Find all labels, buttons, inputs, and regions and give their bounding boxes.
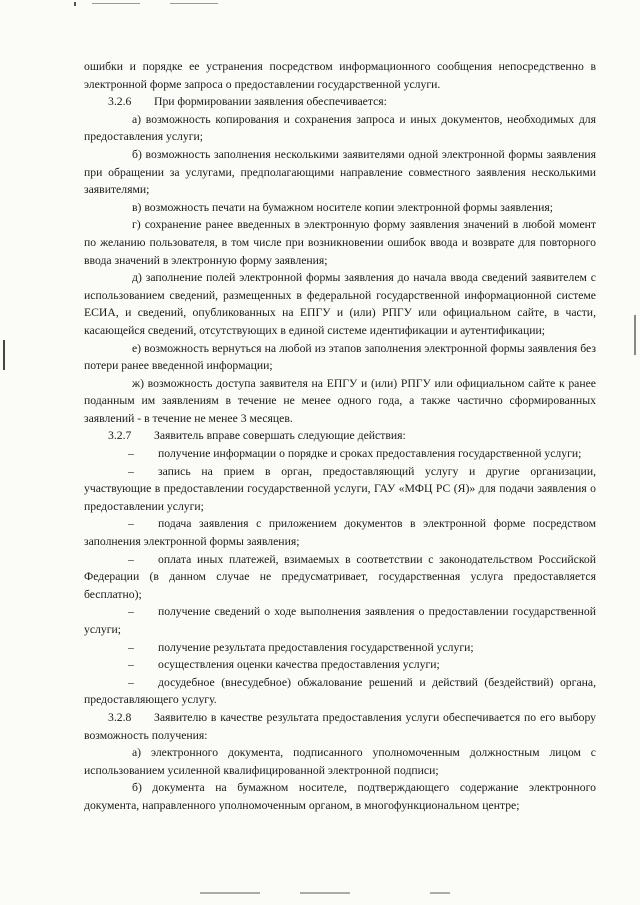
dash-bullet: – <box>128 552 134 566</box>
list-item-b: б) возможность заполнения несколькими заявителями одной электронной формы заявления при обращении за услугами, предполагающими направление совместного заявления несколькими заявителями; <box>84 147 596 197</box>
dash-item-text: получение информации о порядке и сроках предоставления государственной услуги; <box>158 447 582 461</box>
section-3-2-8 <box>84 709 596 744</box>
dash-bullet: – <box>128 447 134 461</box>
scan-artifact-side <box>634 315 636 355</box>
list-item-v: в) возможность печати на бумажном носителе копии электронной формы заявления; <box>132 200 553 214</box>
scan-artifact-bottom <box>430 892 450 894</box>
scan-artifact-top <box>92 3 140 4</box>
dash-item-text: получение сведений о ходе выполнения заявления о предоставлении государственной услуги; <box>84 605 596 636</box>
dash-item-4 <box>84 551 596 604</box>
scan-artifact-side <box>3 340 5 370</box>
scan-artifact-top <box>74 2 76 6</box>
dash-item-text: осуществления оценки качества предоставления услуги; <box>158 658 440 672</box>
dash-item-6 <box>84 639 596 657</box>
dash-item-2 <box>84 463 596 516</box>
dash-bullet: – <box>128 605 134 619</box>
dash-item-text: получение результата предоставления государственной услуги; <box>158 640 474 654</box>
section-3-2-7 <box>84 427 596 445</box>
scan-artifact-bottom <box>200 892 260 894</box>
dash-item-3 <box>84 515 596 550</box>
dash-item-text: запись на прием в орган, предоставляющий услугу и другие организации, участвующие в предоставлении государственной услуги, ГАУ «МФЦ РС (Я)» для подачи заявления о предоставлении услуги; <box>84 464 596 513</box>
dash-item-7 <box>84 656 596 674</box>
scan-artifact-bottom <box>300 892 350 894</box>
section-text: Заявитель вправе совершать следующие действия: <box>154 429 406 443</box>
list-item-e: е) возможность вернуться на любой из этапов заполнения электронной формы заявления без потери ранее введенной информации; <box>84 341 596 373</box>
result-item-a: а) электронного документа, подписанного уполномоченным должностным лицом с использованием усиленной квалифицированной электронной подписи; <box>84 746 596 777</box>
dash-bullet: – <box>128 640 134 654</box>
list-item-d: д) заполнение полей электронной формы заявления до начала ввода сведений заявителем с использованием сведений, размещенных в федеральной государственной информационной системе ЕСИА, и сведений, опубликованных на ЕПГУ и (или) РПГУ или официальном сайте, в части, касающейся сведений, отсутствующих в единой системе идентификации и аутентификации; <box>84 271 596 337</box>
section-text: При формировании заявления обеспечивается: <box>154 95 387 109</box>
dash-item-8 <box>84 674 596 709</box>
dash-item-text: оплата иных платежей, взимаемых в соответствии с законодательством Российской Федерации (в данном случае не предусматривает, государственная услуга предоставляется бесплатно); <box>84 552 596 601</box>
dash-item-text: подача заявления с приложением документов в электронной форме посредством заполнения электронной формы заявления; <box>84 517 596 549</box>
list-item-zh: ж) возможность доступа заявителя на ЕПГУ и (или) РПГУ или официальном сайте к ранее поданным им заявлениям в течение не менее одного года, а также частично сформированных заявлений - в течение не менее 3 месяцев. <box>84 376 596 425</box>
section-text: Заявителю в качестве результата предоставления услуги обеспечивается по его выбору возможность получения: <box>84 710 596 742</box>
dash-item-1 <box>84 445 596 463</box>
section-number: 3.2.7 <box>108 429 132 443</box>
list-item-a: а) возможность копирования и сохранения запроса и иных документов, необходимых для предоставления услуги; <box>84 112 596 144</box>
section-number: 3.2.6 <box>108 95 132 109</box>
dash-bullet: – <box>128 658 134 672</box>
paragraph: ошибки и порядке ее устранения посредством информационного сообщения непосредственно в электронной форме запроса о предоставлении государственной услуги. <box>84 60 596 91</box>
section-number: 3.2.8 <box>108 710 132 724</box>
scan-artifact-top <box>170 3 218 4</box>
document-body <box>84 58 596 815</box>
dash-bullet: – <box>128 675 134 689</box>
dash-item-5 <box>84 603 596 638</box>
list-item-g: г) сохранение ранее введенных в электронную форму заявления значений в любой момент по желанию пользователя, в том числе при возникновении ошибок ввода и возврате для повторного ввода значений в электронную форму заявления; <box>84 218 596 267</box>
result-item-b: б) документа на бумажном носителе, подтверждающего содержание электронного документа, направленного уполномоченным органом, в многофункциональном центре; <box>84 781 596 812</box>
dash-bullet: – <box>128 464 134 478</box>
dash-bullet: – <box>128 517 134 531</box>
section-3-2-6 <box>84 93 596 111</box>
dash-item-text: досудебное (внесудебное) обжалование решений и действий (бездействий) органа, предоставляющего услугу. <box>84 675 596 707</box>
